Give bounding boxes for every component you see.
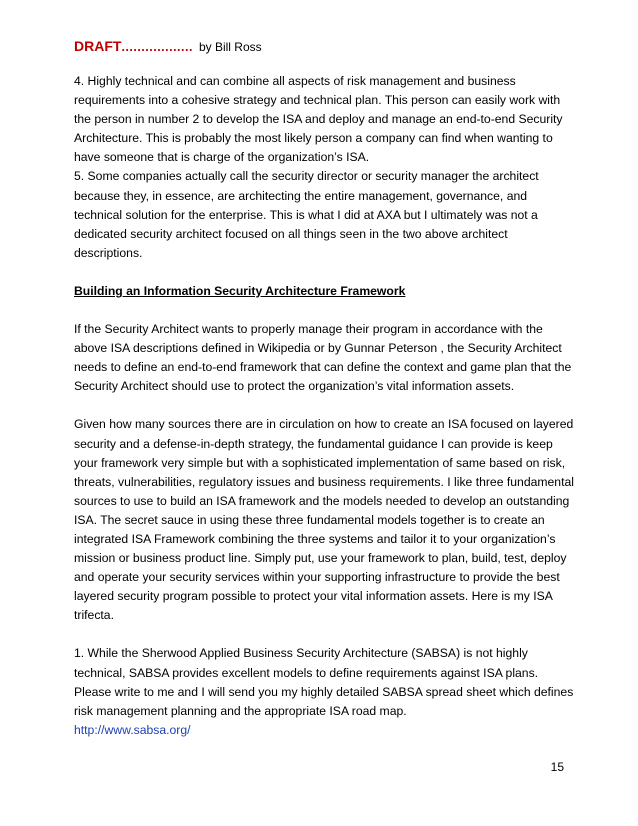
page-header [74,38,262,54]
sabsa-link[interactable]: http://www.sabsa.org/ [74,722,191,737]
section-heading: Building an Information Security Architecture Framework [74,283,406,298]
paragraph-item-5: 5. Some companies actually call the security director or security manager the architect because they, in essence, are architecting the entire management, governance, and technical solution for the enterprise. This is what I did at AXA but I ultimately was not a dedicated security architect focused on all things seen in the two above architect descriptions. [74,169,539,260]
document-body [74,72,574,740]
author-label: by Bill Ross [198,40,262,54]
paragraph-sabsa: 1. While the Sherwood Applied Business Security Architecture (SABSA) is not highly technical, SABSA provides excellent models to define requirements against ISA plans. Please write to me and I will send you my highly detailed SABSA spread sheet which defines risk management planning and the appropriate ISA road map. [74,646,574,718]
paragraph-guidance: Given how many sources there are in circulation on how to create an ISA focused on layered security and a defense-in-depth strategy, the fundamental guidance I can provide is keep your framework very simple but with a sophisticated implementation of same based on risk, threats, vulnerabilities, regulatory issues and business requirements. I like three fundamental sources to use to build an ISA framework and the models needed to develop an outstanding ISA. The secret sauce in using these three fundamental models together is to create an integrated ISA Framework combining the three systems and tailor it to your organization’s mission or business product line. Simply put, use your framework to plan, build, test, deploy and operate your security services within your supporting infrastructure to provide the best layered security program possible to protect your vital information assets. Here is my ISA trifecta. [74,417,574,623]
page-number: 15 [550,760,564,774]
draft-label: DRAFT [74,38,122,54]
paragraph-framework-intro: If the Security Architect wants to properly manage their program in accordance with the above ISA descriptions defined in Wikipedia or by Gunnar Peterson , the Security Architect needs to define an end-to-end framework that can define the context and game plan that the Security Architect should use to protect the organization’s vital information assets. [74,322,572,394]
draft-dots: .................. [121,40,193,54]
paragraph-item-4: 4. Highly technical and can combine all aspects of risk management and business requirements into a cohesive strategy and technical plan. This person can easily work with the person in number 2 to develop the ISA and deploy and manage an end-to-end Security Architecture. This is probably the most likely person a company can find when wanting to have someone that is charge of the organization’s ISA. [74,74,563,165]
